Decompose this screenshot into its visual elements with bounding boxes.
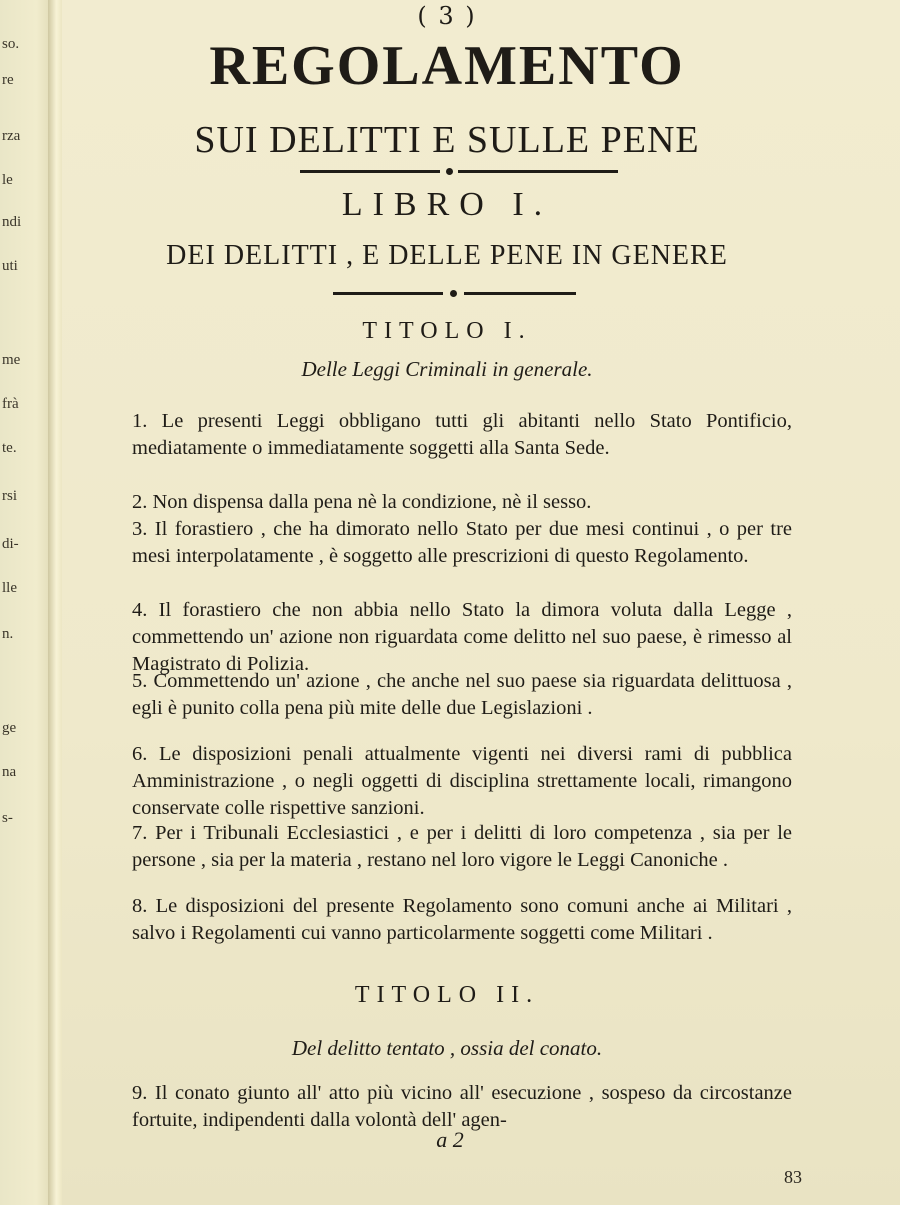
section-subheading: Del delitto tentato , ossia del conato. [291,1036,603,1060]
ornament-dot [446,168,453,175]
article-paragraph [132,668,792,722]
ornament-dot [450,290,457,297]
article-text: 9. Il conato giunto all' atto più vicino all' esecuzione , sospeso da circostanze fortuite, indipendenti dalla volontà dell' agen- [132,1082,792,1131]
margin-fragment: frà [2,396,19,412]
book-heading: LIBRO I. [341,186,553,223]
book-subheading: DEI DELITTI , E DELLE PENE IN GENERE [166,240,728,271]
article-text: 7. Per i Tribunali Ecclesiastici , e per i delitti di loro competenza , sia per le persone , sia per la materia , restano nel loro vigore le Leggi Canoniche . [132,822,792,871]
page-title: REGOLAMENTO [209,35,685,97]
margin-fragment: lle [2,580,17,596]
ornament-rule-right [464,292,576,295]
section-subheading: Delle Leggi Criminali in generale. [301,357,593,381]
page-number: ( 3 ) [417,2,477,30]
article-text: 5. Commettendo un' azione , che anche nel suo paese sia riguardata delittuosa , egli è punito colla pena più mite delle due Legislazioni . [132,670,792,719]
article-text: 3. Il forastiero , che ha dimorato nello Stato per due mesi continui , o per tre mesi interpolatamente , è soggetto alle prescrizioni di questo Regolamento. [132,518,792,567]
margin-fragment: re [2,72,14,88]
ornament-rule-left [300,170,440,173]
signature-mark: a 2 [436,1127,464,1152]
article-paragraph [132,489,792,516]
margin-fragment: me [2,352,21,368]
margin-fragment: te. [2,440,17,456]
article-paragraph [132,597,792,678]
margin-fragment: rza [2,128,21,144]
ornament-rule-left [333,292,443,295]
article-text: 8. Le disposizioni del presente Regolamento sono comuni anche ai Militari , salvo i Regolamenti cui vanno particolarmente soggetti come Militari . [132,895,792,944]
article-paragraph [132,408,792,462]
section-heading: TITOLO II. [354,982,540,1008]
margin-fragment: le [2,172,13,188]
article-paragraph [132,820,792,874]
page-subtitle: SUI DELITTI E SULLE PENE [194,119,700,161]
article-text: 6. Le disposizioni penali attualmente vigenti nei diversi rami di pubblica Amministrazione , o negli oggetti di disciplina strettamente locali, rimangono conservate colle rispettive sanzioni. [132,743,792,819]
margin-fragment: ge [2,720,17,736]
margin-fragment: s- [2,810,13,826]
margin-fragment: n. [2,626,14,642]
article-text: 4. Il forastiero che non abbia nello Stato la dimora voluta dalla Legge , commettendo un' azione non riguardata come delitto nel suo paese, è rimesso al Magistrato di Polizia. [132,599,792,675]
article-paragraph [132,516,792,570]
article-paragraph [132,1080,792,1134]
margin-fragment: uti [2,258,18,274]
margin-fragment: rsi [2,488,17,504]
article-text: 1. Le presenti Leggi obbligano tutti gli abitanti nello Stato Pontificio, mediatamente o immediatamente soggetti alla Santa Sede. [132,410,792,459]
article-paragraph [132,893,792,947]
book-gutter [48,0,62,1205]
margin-fragment: so. [2,36,20,52]
folio-number: 83 [784,1167,802,1187]
article-paragraph [132,741,792,822]
margin-fragment: na [2,764,17,780]
margin-fragment: ndi [2,214,22,230]
article-text: 2. Non dispensa dalla pena nè la condizione, nè il sesso. [132,491,592,513]
margin-fragment: di- [2,536,19,552]
ornament-rule-right [458,170,618,173]
section-heading: TITOLO I. [362,318,532,344]
